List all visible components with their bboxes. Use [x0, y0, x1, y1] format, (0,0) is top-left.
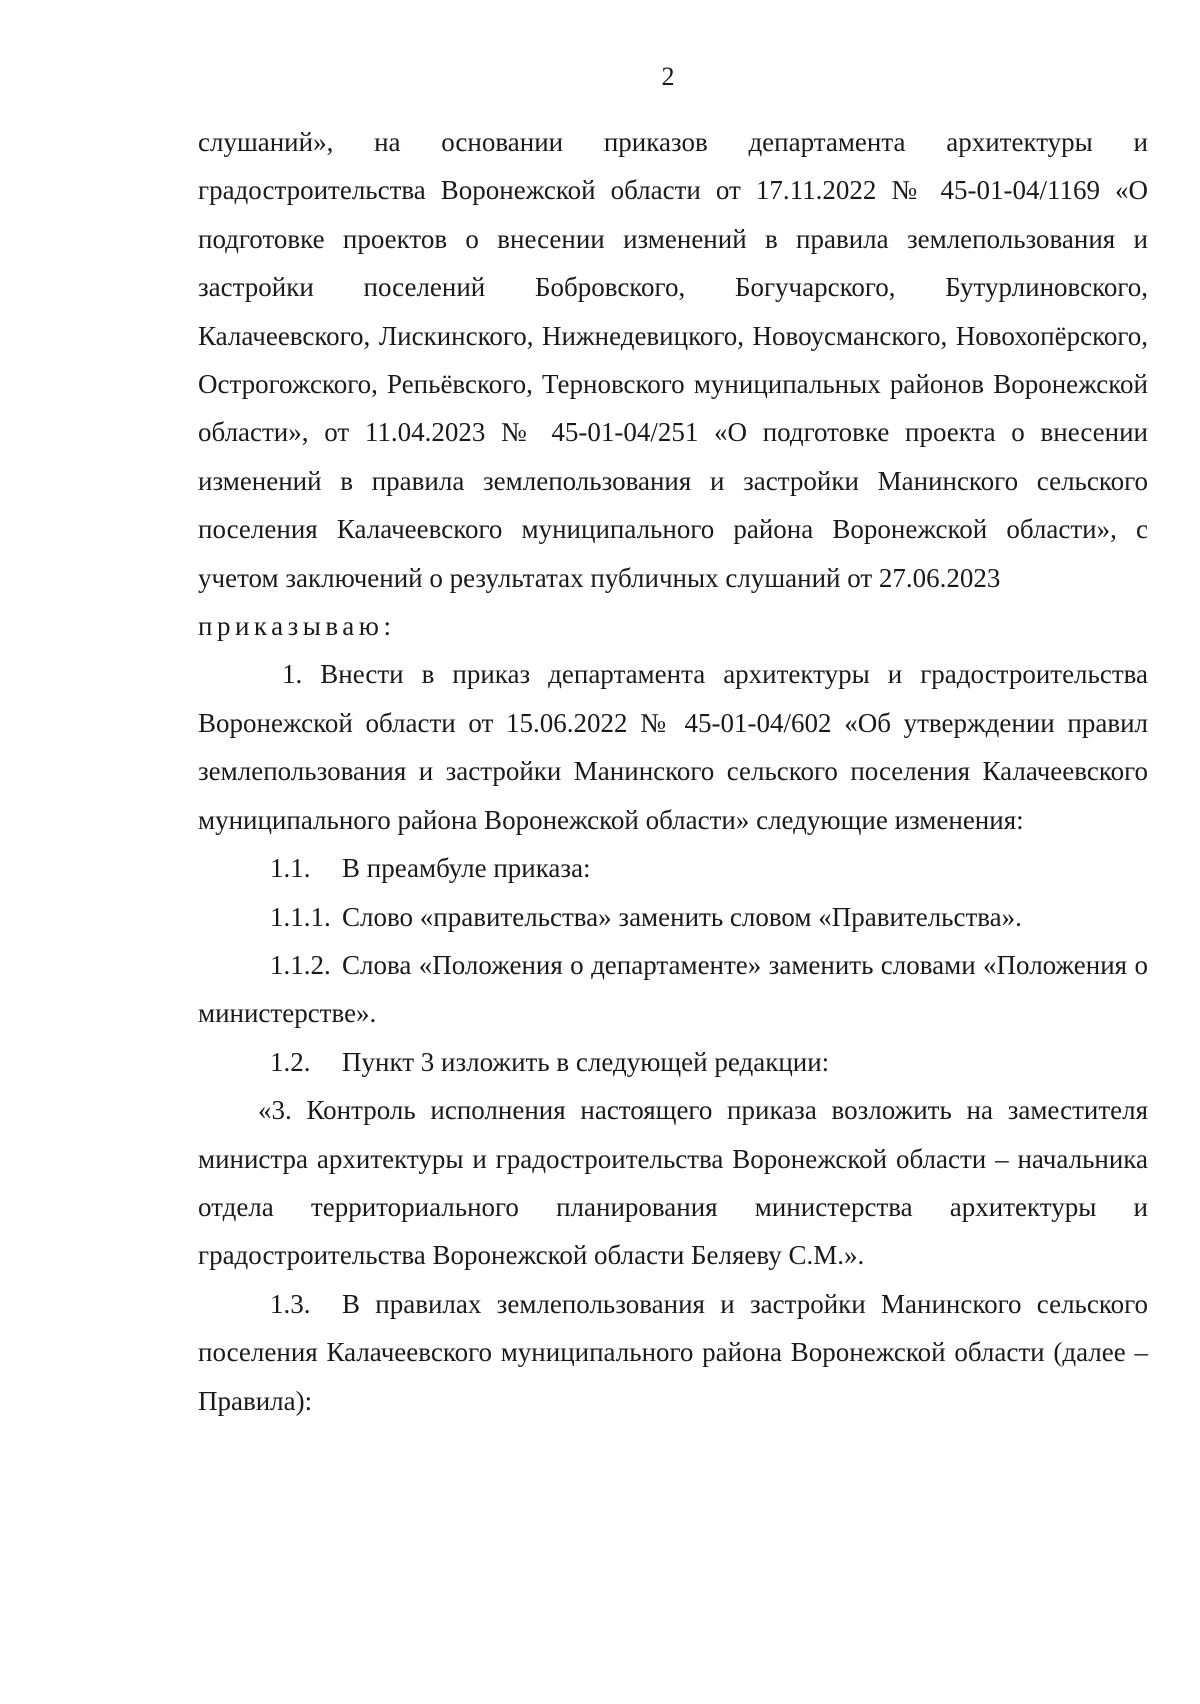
item-1-3-paragraph — [198, 1280, 1148, 1425]
intro-paragraph: слушаний», на основании приказов департамента архитектуры и градостроительства Воронежской области от 17.11.2022 № 45-01-04/1169 «О подготовке проектов о внесении изменений в правила землепользования и застройки поселений Бобровского, Богучарского, Бутурлиновского, Калачеевского, Лискинского, Нижнедевицкого, Новоусманского, Новохопёрского, Острогожского, Репьёвского, Терновского муниципальных районов Воронежской области», от 11.04.2023 № 45-01-04/251 «О подготовке проекта о внесении изменений в правила землепользования и застройки Манинского сельского поселения Калачеевского муниципального района Воронежской области», с учетом заключений о результатах публичных слушаний от 27.06.2023 — [198, 127, 1148, 593]
item-1-3-text: В правилах землепользования и застройки Манинского сельского поселения Калачеевского муниципального района Воронежской области (далее – Правила): — [198, 1288, 1148, 1416]
item-1-2-number: 1.2. — [270, 1046, 311, 1077]
item-1-2-text: Пункт 3 изложить в следующей редакции: — [342, 1046, 830, 1077]
item-1-1-text: В преамбуле приказа: — [342, 853, 591, 884]
item-1-1-2-number: 1.1.2. — [270, 949, 331, 980]
order-word: приказываю: — [198, 611, 396, 642]
item-1-2-quote-paragraph: «3. Контроль исполнения настоящего приказа возложить на заместителя министра архитектуры и градостроительства Воронежской области – начальника отдела территориального планирования министерства архитектуры и градостроительства Воронежской области Беляеву С.М.». — [198, 1095, 1148, 1271]
item-1-1-number: 1.1. — [270, 853, 311, 884]
item-1-1-2-text: Слова «Положения о департаменте» заменить словами «Положения о министерстве». — [198, 949, 1148, 1029]
item-1-1-2-paragraph — [198, 941, 1148, 1038]
page-number: 2 — [661, 62, 675, 91]
item-1-1-paragraph — [198, 844, 1148, 892]
item-1-1-1-text: Слово «правительства» заменить словом «Правительства». — [342, 901, 1022, 932]
item-1-2-paragraph — [198, 1038, 1148, 1086]
document-body — [198, 118, 1148, 1425]
item-1-paragraph: 1. Внести в приказ департамента архитектуры и градостроительства Воронежской области от 15.06.2022 № 45-01-04/602 «Об утверждении правил землепользования и застройки Манинского сельского поселения Калачеевского муниципального района Воронежской области» следующие изменения: — [198, 659, 1148, 835]
item-1-3-number: 1.3. — [270, 1288, 311, 1319]
item-1-1-1-number: 1.1.1. — [270, 901, 331, 932]
item-1-1-1-paragraph — [198, 893, 1148, 941]
